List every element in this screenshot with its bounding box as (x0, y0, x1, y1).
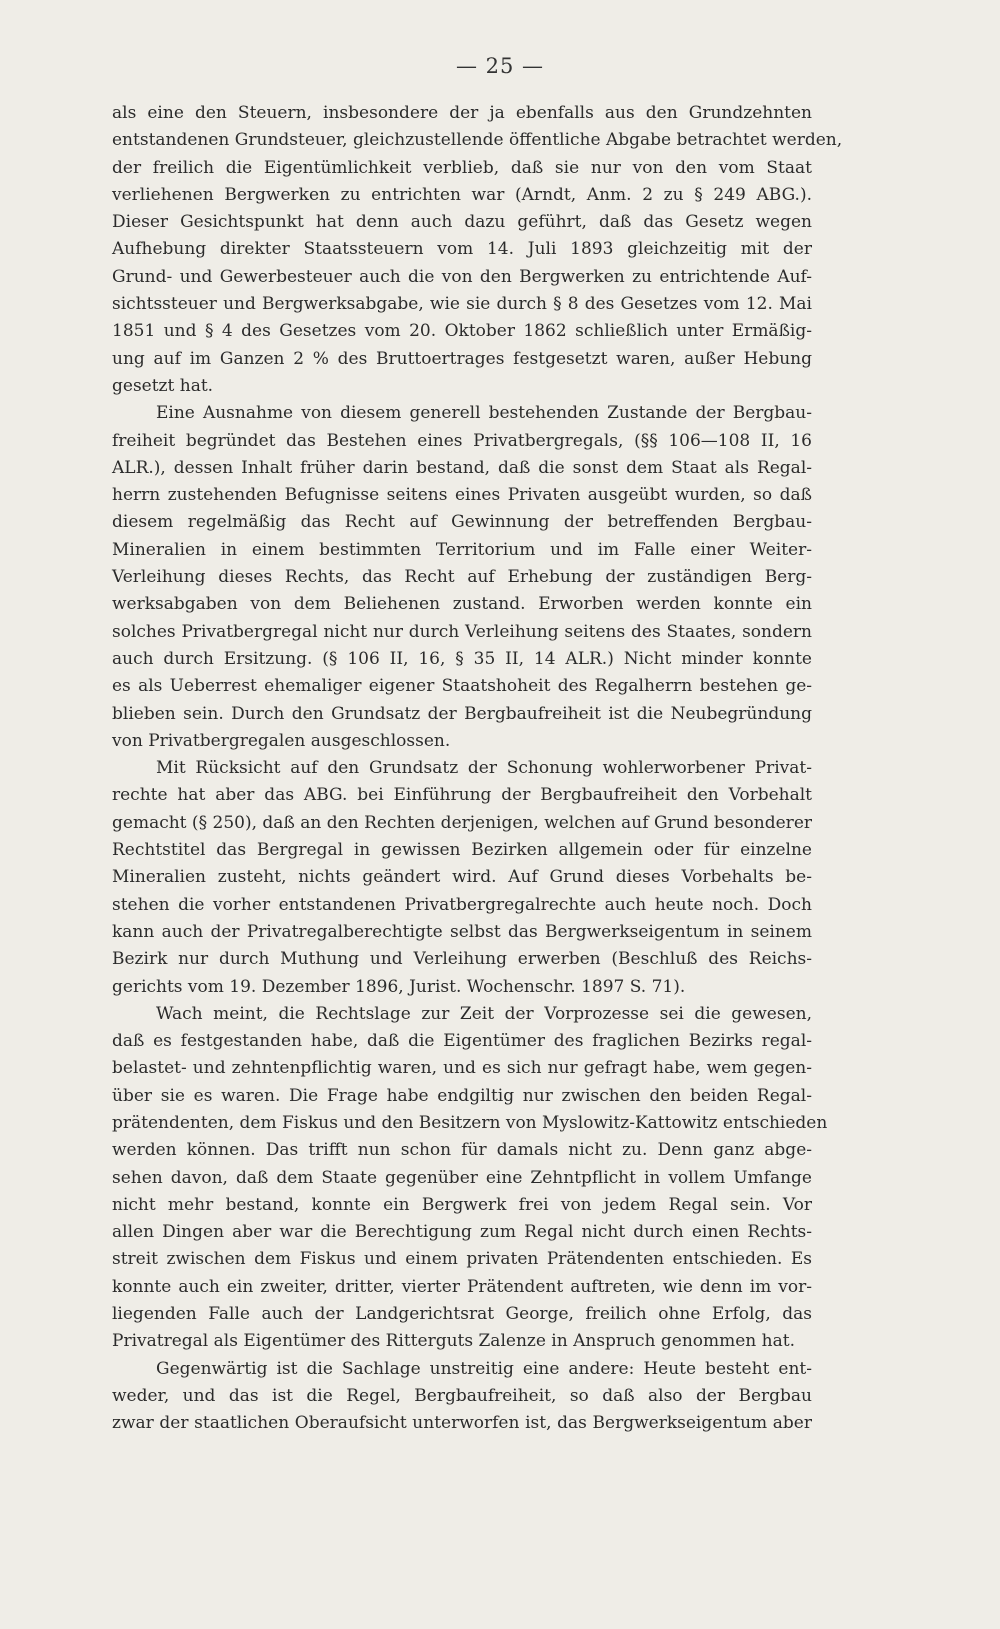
text-line: weder, und das ist die Regel, Bergbaufreiheit, so daß also der Bergbau (112, 1385, 812, 1406)
text-line: verliehenen Bergwerken zu entrichten war (Arndt, Anm. 2 zu § 249 ABG.). (112, 184, 812, 205)
paragraph-3 (112, 755, 812, 1001)
text-line: nicht mehr bestand, konnte ein Bergwerk frei von jedem Regal sein. Vor (112, 1194, 812, 1215)
text-line: freiheit begründet das Bestehen eines Privatbergregals, (§§ 106—108 II, 16 (112, 430, 812, 451)
text-line: Aufhebung direkter Staatssteuern vom 14. Juli 1893 gleichzeitig mit der (112, 239, 812, 260)
text-line: 1851 und § 4 des Gesetzes vom 20. Oktober 1862 schließlich unter Ermäßig- (112, 321, 812, 342)
paragraph-1 (112, 100, 843, 400)
text-line: über sie es waren. Die Frage habe endgiltig nur zwischen den beiden Regal- (112, 1085, 812, 1106)
text-line: entstandenen Grundsteuer, gleichzustellende öffentliche Abgabe betrachtet werden, (112, 130, 843, 151)
text-line: werksabgaben von dem Beliehenen zustand. Erworben werden konnte ein (112, 594, 812, 615)
text-line: ung auf im Ganzen 2 % des Bruttoertrages festgesetzt waren, außer Hebung (112, 348, 812, 369)
text-line: sehen davon, daß dem Staate gegenüber eine Zehntpflicht in vollem Umfange (112, 1167, 812, 1188)
text-line: Mineralien in einem bestimmten Territorium und im Falle einer Weiter- (112, 539, 812, 560)
text-line: auch durch Ersitzung. (§ 106 II, 16, § 35 II, 14 ALR.) Nicht minder konnte (112, 648, 812, 669)
paragraph-2 (112, 400, 812, 755)
text-line: Eine Ausnahme von diesem generell bestehenden Zustande der Bergbau- (156, 403, 812, 424)
text-line: als eine den Steuern, insbesondere der ja ebenfalls aus den Grundzehnten (112, 103, 812, 123)
text-line: ALR.), dessen Inhalt früher darin bestand, daß die sonst dem Staat als Regal- (112, 457, 812, 478)
text-line: Verleihung dieses Rechts, das Recht auf Erhebung der zuständigen Berg- (112, 567, 812, 588)
paragraph-4 (112, 1001, 828, 1356)
text-line: der freilich die Eigentümlichkeit verblieb, daß sie nur von den vom Staat (112, 157, 812, 178)
text-line: gemacht (§ 250), daß an den Rechten derjenigen, welchen auf Grund besonderer (112, 812, 812, 833)
text-line: werden können. Das trifft nun schon für damals nicht zu. Denn ganz abge- (112, 1140, 812, 1161)
body-text (112, 100, 843, 1438)
text-line: daß es festgestanden habe, daß die Eigentümer des fraglichen Bezirks regal- (112, 1031, 812, 1052)
text-line: blieben sein. Durch den Grundsatz der Bergbaufreiheit ist die Neubegründung (112, 703, 812, 724)
text-line: gerichts vom 19. Dezember 1896, Jurist. Wochenschr. 1897 S. 71). (112, 976, 686, 997)
text-line: konnte auch ein zweiter, dritter, vierter Prätendent auftreten, wie denn im vor- (112, 1276, 812, 1297)
text-line: gesetzt hat. (112, 375, 214, 396)
text-line: rechte hat aber das ABG. bei Einführung der Bergbaufreiheit den Vorbehalt (112, 785, 812, 806)
paragraph-5 (112, 1356, 812, 1438)
text-line: streit zwischen dem Fiskus und einem privaten Prätendenten entschieden. Es (112, 1249, 812, 1270)
text-line: zwar der staatlichen Oberaufsicht unterworfen ist, das Bergwerkseigentum aber (112, 1413, 812, 1434)
text-line: Mit Rücksicht auf den Grundsatz der Schonung wohlerworbener Privat- (156, 758, 812, 779)
text-line: kann auch der Privatregalberechtigte selbst das Bergwerkseigentum in seinem (112, 921, 812, 942)
text-line: prätendenten, dem Fiskus und den Besitzern von Myslowitz-Kattowitz entschieden (112, 1112, 828, 1133)
text-line: Gegenwärtig ist die Sachlage unstreitig eine andere: Heute besteht ent- (156, 1358, 812, 1379)
page-number: — 25 — (455, 54, 545, 78)
text-line: Bezirk nur durch Muthung und Verleihung erwerben (Beschluß des Reichs- (112, 949, 812, 970)
text-line: diesem regelmäßig das Recht auf Gewinnung der betreffenden Bergbau- (112, 512, 812, 533)
text-line: solches Privatbergregal nicht nur durch Verleihung seitens des Staates, sondern (112, 621, 812, 642)
text-line: Grund- und Gewerbesteuer auch die von den Bergwerken zu entrichtende Auf- (112, 266, 812, 287)
text-line: es als Ueberrest ehemaliger eigener Staatshoheit des Regalherrn bestehen ge- (112, 676, 812, 697)
text-line: von Privatbergregalen ausgeschlossen. (112, 730, 451, 751)
text-line: Privatregal als Eigentümer des Ritterguts Zalenze in Anspruch genommen hat. (112, 1331, 795, 1352)
text-line: Rechtstitel das Bergregal in gewissen Bezirken allgemein oder für einzelne (112, 840, 812, 861)
text-line: stehen die vorher entstandenen Privatbergregalrechte auch heute noch. Doch (112, 894, 812, 915)
text-line: Wach meint, die Rechtslage zur Zeit der Vorprozesse sei die gewesen, (156, 1003, 812, 1024)
text-line: allen Dingen aber war die Berechtigung zum Regal nicht durch einen Rechts- (112, 1222, 812, 1243)
text-line: herrn zustehenden Befugnisse seitens eines Privaten ausgeübt wurden, so daß (112, 485, 812, 506)
text-line: sichtssteuer und Bergwerksabgabe, wie sie durch § 8 des Gesetzes vom 12. Mai (112, 294, 812, 315)
text-line: belastet- und zehntenpflichtig waren, und es sich nur gefragt habe, wem gegen- (112, 1058, 812, 1079)
text-line: Mineralien zusteht, nichts geändert wird. Auf Grund dieses Vorbehalts be- (112, 867, 812, 888)
text-line: liegenden Falle auch der Landgerichtsrat George, freilich ohne Erfolg, das (112, 1304, 812, 1325)
text-line: Dieser Gesichtspunkt hat denn auch dazu geführt, daß das Gesetz wegen (112, 212, 812, 233)
